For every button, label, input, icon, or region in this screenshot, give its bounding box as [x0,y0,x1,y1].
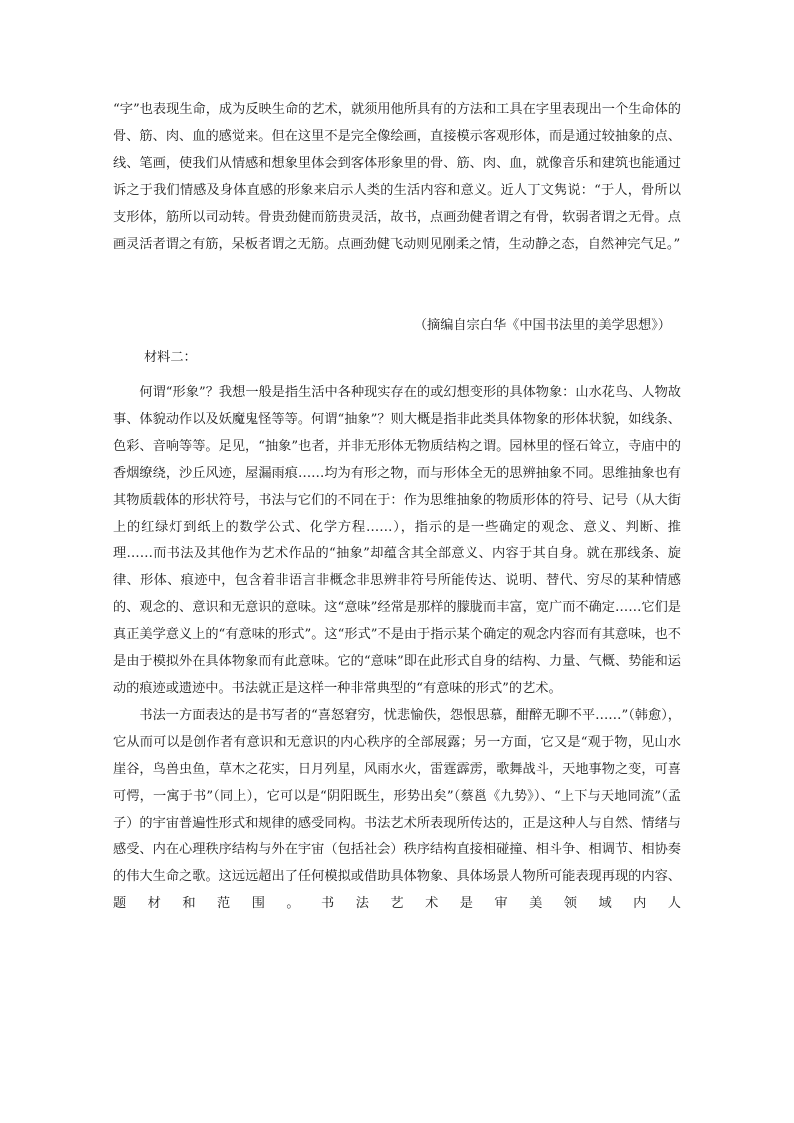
material2-block [113,380,681,918]
material2-paragraph-1: 何谓“形象”？我想一般是指生活中各种现实存在的或幻想变形的具体物象：山水花鸟、人物故事、体貌动作以及妖魔鬼怪等等。何谓“抽象”？则大概是指非此类具体物象的形体状貌，如线条、色彩、音响等等。足见，“抽象”也者，并非无形体无物质结构之谓。园林里的怪石耸立，寺庙中的香烟缭绕，沙丘风迹，屋漏雨痕……均为有形之物，而与形体全无的思辨抽象不同。思维抽象也有其物质载体的形状符号，书法与它们的不同在于：作为思维抽象的物质形体的符号、记号（从大街上的红绿灯到纸上的数学公式、化学方程……），指示的是一些确定的观念、意义、判断、推理……而书法及其他作为艺术作品的“抽象”却蕴含其全部意义、内容于其自身。就在那线条、旋律、形体、痕迹中，包含着非语言非概念非思辨非符号所能传达、说明、替代、穷尽的某种情感的、观念的、意识和无意识的意味。这“意味”经常是那样的朦胧而丰富，宽广而不确定……它们是真正美学意义上的“有意味的形式”。这“形式”不是由于指示某个确定的观念内容而有其意味，也不是由于模拟外在具体物象而有此意味。它的“意味”即在此形式自身的结构、力量、气概、势能和运动的痕迹或遗迹中。书法就正是这样一种非常典型的“有意味的形式”的艺术。 [113,385,681,696]
citation: （摘编自宗白华《中国书法里的美学思想》） [413,318,671,333]
material2-label: 材料二： [144,350,197,365]
material2-paragraph-2: 书法一方面表达的是书写者的“喜怒窘穷，忧悲愉佚，怨恨思慕，酣醉无聊不平……”（韩愈），它从而可以是创作者有意识和无意识的内心秩序的全部展露；另一方面，它又是“观于物，见山水崖谷，鸟兽虫鱼，草木之花实，日月列星，风雨水火，雷霆霹雳，歌舞战斗，天地事物之变，可喜可愕，一寓于书”（同上），它可以是“阴阳既生，形势出矣”（蔡邕《九势》）、“上下与天地同流”（孟子）的宇宙普遍性形式和规律的感受同构。书法艺术所表现所传达的，正是这种人与自然、情绪与感受、内在心理秩序结构与外在宇宙（包括社会）秩序结构直接相碰撞、相斗争、相调节、相协奏的伟大生命之歌。这远远超出了任何模拟或借助具体物象、具体场景人物所可能表现再现的内容、题材和范围。书法艺术是审美领域内人 [113,707,681,912]
material1-tail-block [113,97,681,258]
material1-tail-paragraph: “字”也表现生命，成为反映生命的艺术，就须用他所具有的方法和工具在字里表现出一个生命体的骨、筋、肉、血的感觉来。但在这里不是完全像绘画，直接模示客观形体，而是通过较抽象的点、线、笔画，使我们从情感和想象里体会到客体形象里的骨、筋、肉、血，就像音乐和建筑也能通过诉之于我们情感及身体直感的形象来启示人类的生活内容和意义。近人丁文隽说：“于人，骨所以支形体，筋所以司动转。骨贵劲健而筋贵灵活，故书，点画劲健者谓之有骨，软弱者谓之无骨。点画灵活者谓之有筋，呆板者谓之无筋。点画劲健飞动则见刚柔之情，生动静之态，自然神完气足。” [113,102,681,252]
